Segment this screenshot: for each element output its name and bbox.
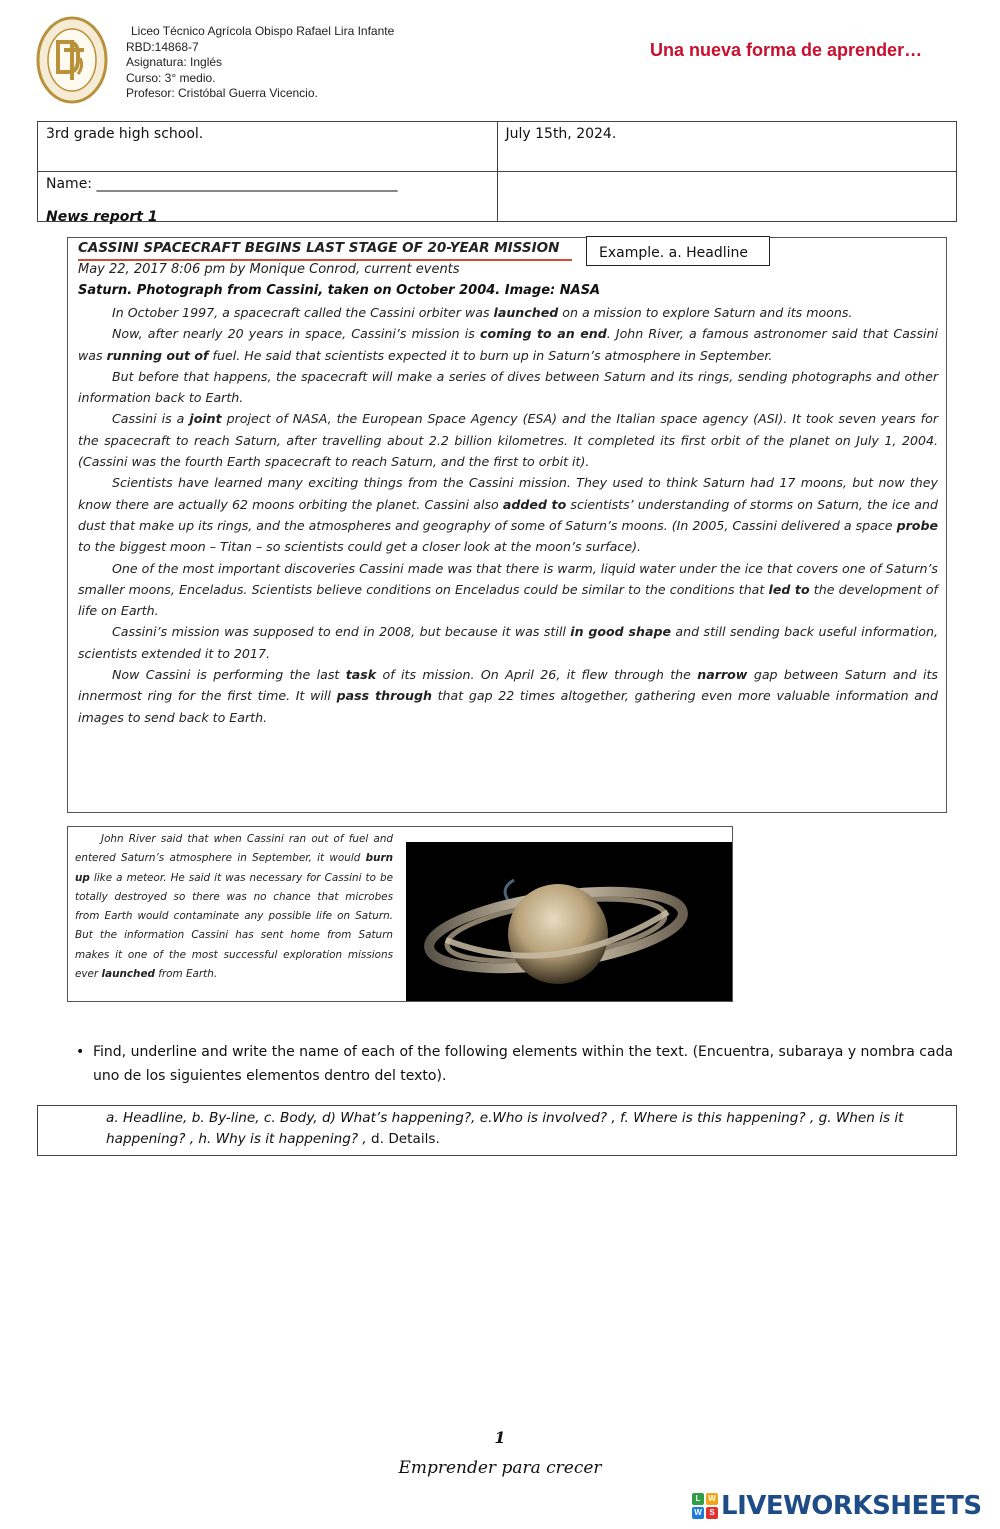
paragraph-1: In October 1997, a spacecraft called the Cassini orbiter was launched on a mission to explore Saturn and its moons. — [112, 305, 853, 320]
date-cell: July 15th, 2024. — [497, 122, 957, 172]
headline-underline — [78, 259, 572, 261]
section-title: News report 1 — [46, 209, 158, 225]
elements-list-box — [37, 1105, 957, 1156]
paragraph-8: Now Cassini is performing the last task of its mission. On April 26, it flew through the narrow gap between Saturn and its innermost ring for the first time. It will pass through that gap 22 times altogether, gathering even more valuable information and images to send back to Earth. — [78, 667, 938, 725]
article-body — [78, 302, 938, 728]
paragraph-7: Cassini’s mission was supposed to end in 2008, but because it was still in good shape and still sending back useful information, scientists extended it to 2017. — [78, 624, 939, 661]
bullet: • — [76, 1044, 85, 1060]
article-caption: Saturn. Photograph from Cassini, taken on October 2004. Image: NASA — [78, 283, 601, 298]
grade-cell: 3rd grade high school. — [38, 122, 498, 172]
paragraph-3: But before that happens, the spacecraft will make a series of dives between Saturn and its rings, sending photographs and other information back to Earth. — [78, 368, 938, 406]
rbd-code: RBD:14868-7 — [126, 39, 199, 54]
instruction-text: Find, underline and write the name of each of the following elements within the text. (Encuentra, subaraya y nombra cada uno de los siguientes elementos dentro del texto). — [93, 1044, 954, 1084]
elements-list-plain: d. Details. — [366, 1131, 440, 1147]
school-info — [126, 24, 394, 102]
name-field[interactable]: Name: ___________________________________________ — [38, 172, 498, 222]
elements-list-italic: a. Headline, b. By-line, c. Body, d) What’s happening?, e.Who is involved? , f. Where is this happening? , g. When is it happening? , h. Why is it happening? , — [106, 1110, 904, 1147]
header-motto: Una nueva forma de aprender… — [650, 40, 923, 60]
page-number: 1 — [494, 1428, 506, 1447]
empty-cell — [497, 172, 957, 222]
saturn-image — [406, 842, 732, 1001]
instruction-item — [76, 1040, 956, 1088]
liveworksheets-logo[interactable] — [692, 1489, 982, 1523]
news-article — [67, 237, 947, 813]
liveworksheets-icon: L W W S — [692, 1493, 718, 1519]
info-table — [37, 121, 957, 222]
paragraph-6: One of the most important discoveries Cassini made was that there is warm, liquid water under the ice that covers one of Saturn’s smaller moons, Enceladus. Scientists believe conditions on Enceladus could be similar to the conditions that led to the development of life on Earth. — [78, 560, 938, 619]
school-logo — [36, 16, 108, 104]
paragraph-2: Now, after nearly 20 years in space, Cassini’s mission is coming to an end. John River, a famous astronomer said that Cassini was running out of fuel. He said that scientists expected it to burn up in Saturn’s atmosphere in September. — [78, 326, 938, 363]
subject: Asignatura: Inglés — [126, 55, 223, 69]
sidebar-box — [67, 826, 733, 1002]
article-headline: CASSINI SPACECRAFT BEGINS LAST STAGE OF 20-YEAR MISSION — [78, 240, 560, 256]
sidebar-text: John River said that when Cassini ran out of fuel and entered Saturn’s atmosphere in September, it would burn up like a meteor. He said it was necessary for Cassini to be totally destroyed so there was no chance that microbes from Earth would contaminate any possible life on Saturn. But the information Cassini has sent home from Saturn makes it one of the most successful exploration missions ever launched from Earth. — [75, 833, 393, 981]
example-answer-box[interactable]: Example. a. Headline — [586, 236, 770, 266]
school-name: Liceo Técnico Agrícola Obispo Rafael Lira Infante — [131, 24, 395, 38]
teacher: Profesor: Cristóbal Guerra Vicencio. — [126, 86, 318, 100]
footer-motto: Emprender para crecer — [398, 1458, 602, 1478]
article-byline: May 22, 2017 8:06 pm by Monique Conrod, current events — [78, 262, 460, 277]
paragraph-5: Scientists have learned many exciting things from the Cassini mission. They used to think Saturn had 17 moons, but now they know there are actually 62 moons orbiting the planet. Cassini also added to scientists’ understanding of storms on Saturn, the ice and dust that make up its rings, and the atmospheres and geography of some of Saturn’s moons. (In 2005, Cassini delivered a space probe to the biggest moon – Titan – so scientists could get a closer look at the moon’s surface). — [78, 475, 938, 555]
course: Curso: 3° medio. — [126, 70, 216, 85]
liveworksheets-wordmark: LIVEWORKSHEETS — [721, 1491, 982, 1521]
paragraph-4: Cassini is a joint project of NASA, the European Space Agency (ESA) and the Italian space agency (ASI). It took seven years for the spacecraft to reach Saturn, after travelling about 2.2 billion kilometres. It completed its first orbit of the planet on July 1, 2004. (Cassini was the fourth Earth spacecraft to reach Saturn, and the first to orbit it). — [78, 411, 939, 470]
